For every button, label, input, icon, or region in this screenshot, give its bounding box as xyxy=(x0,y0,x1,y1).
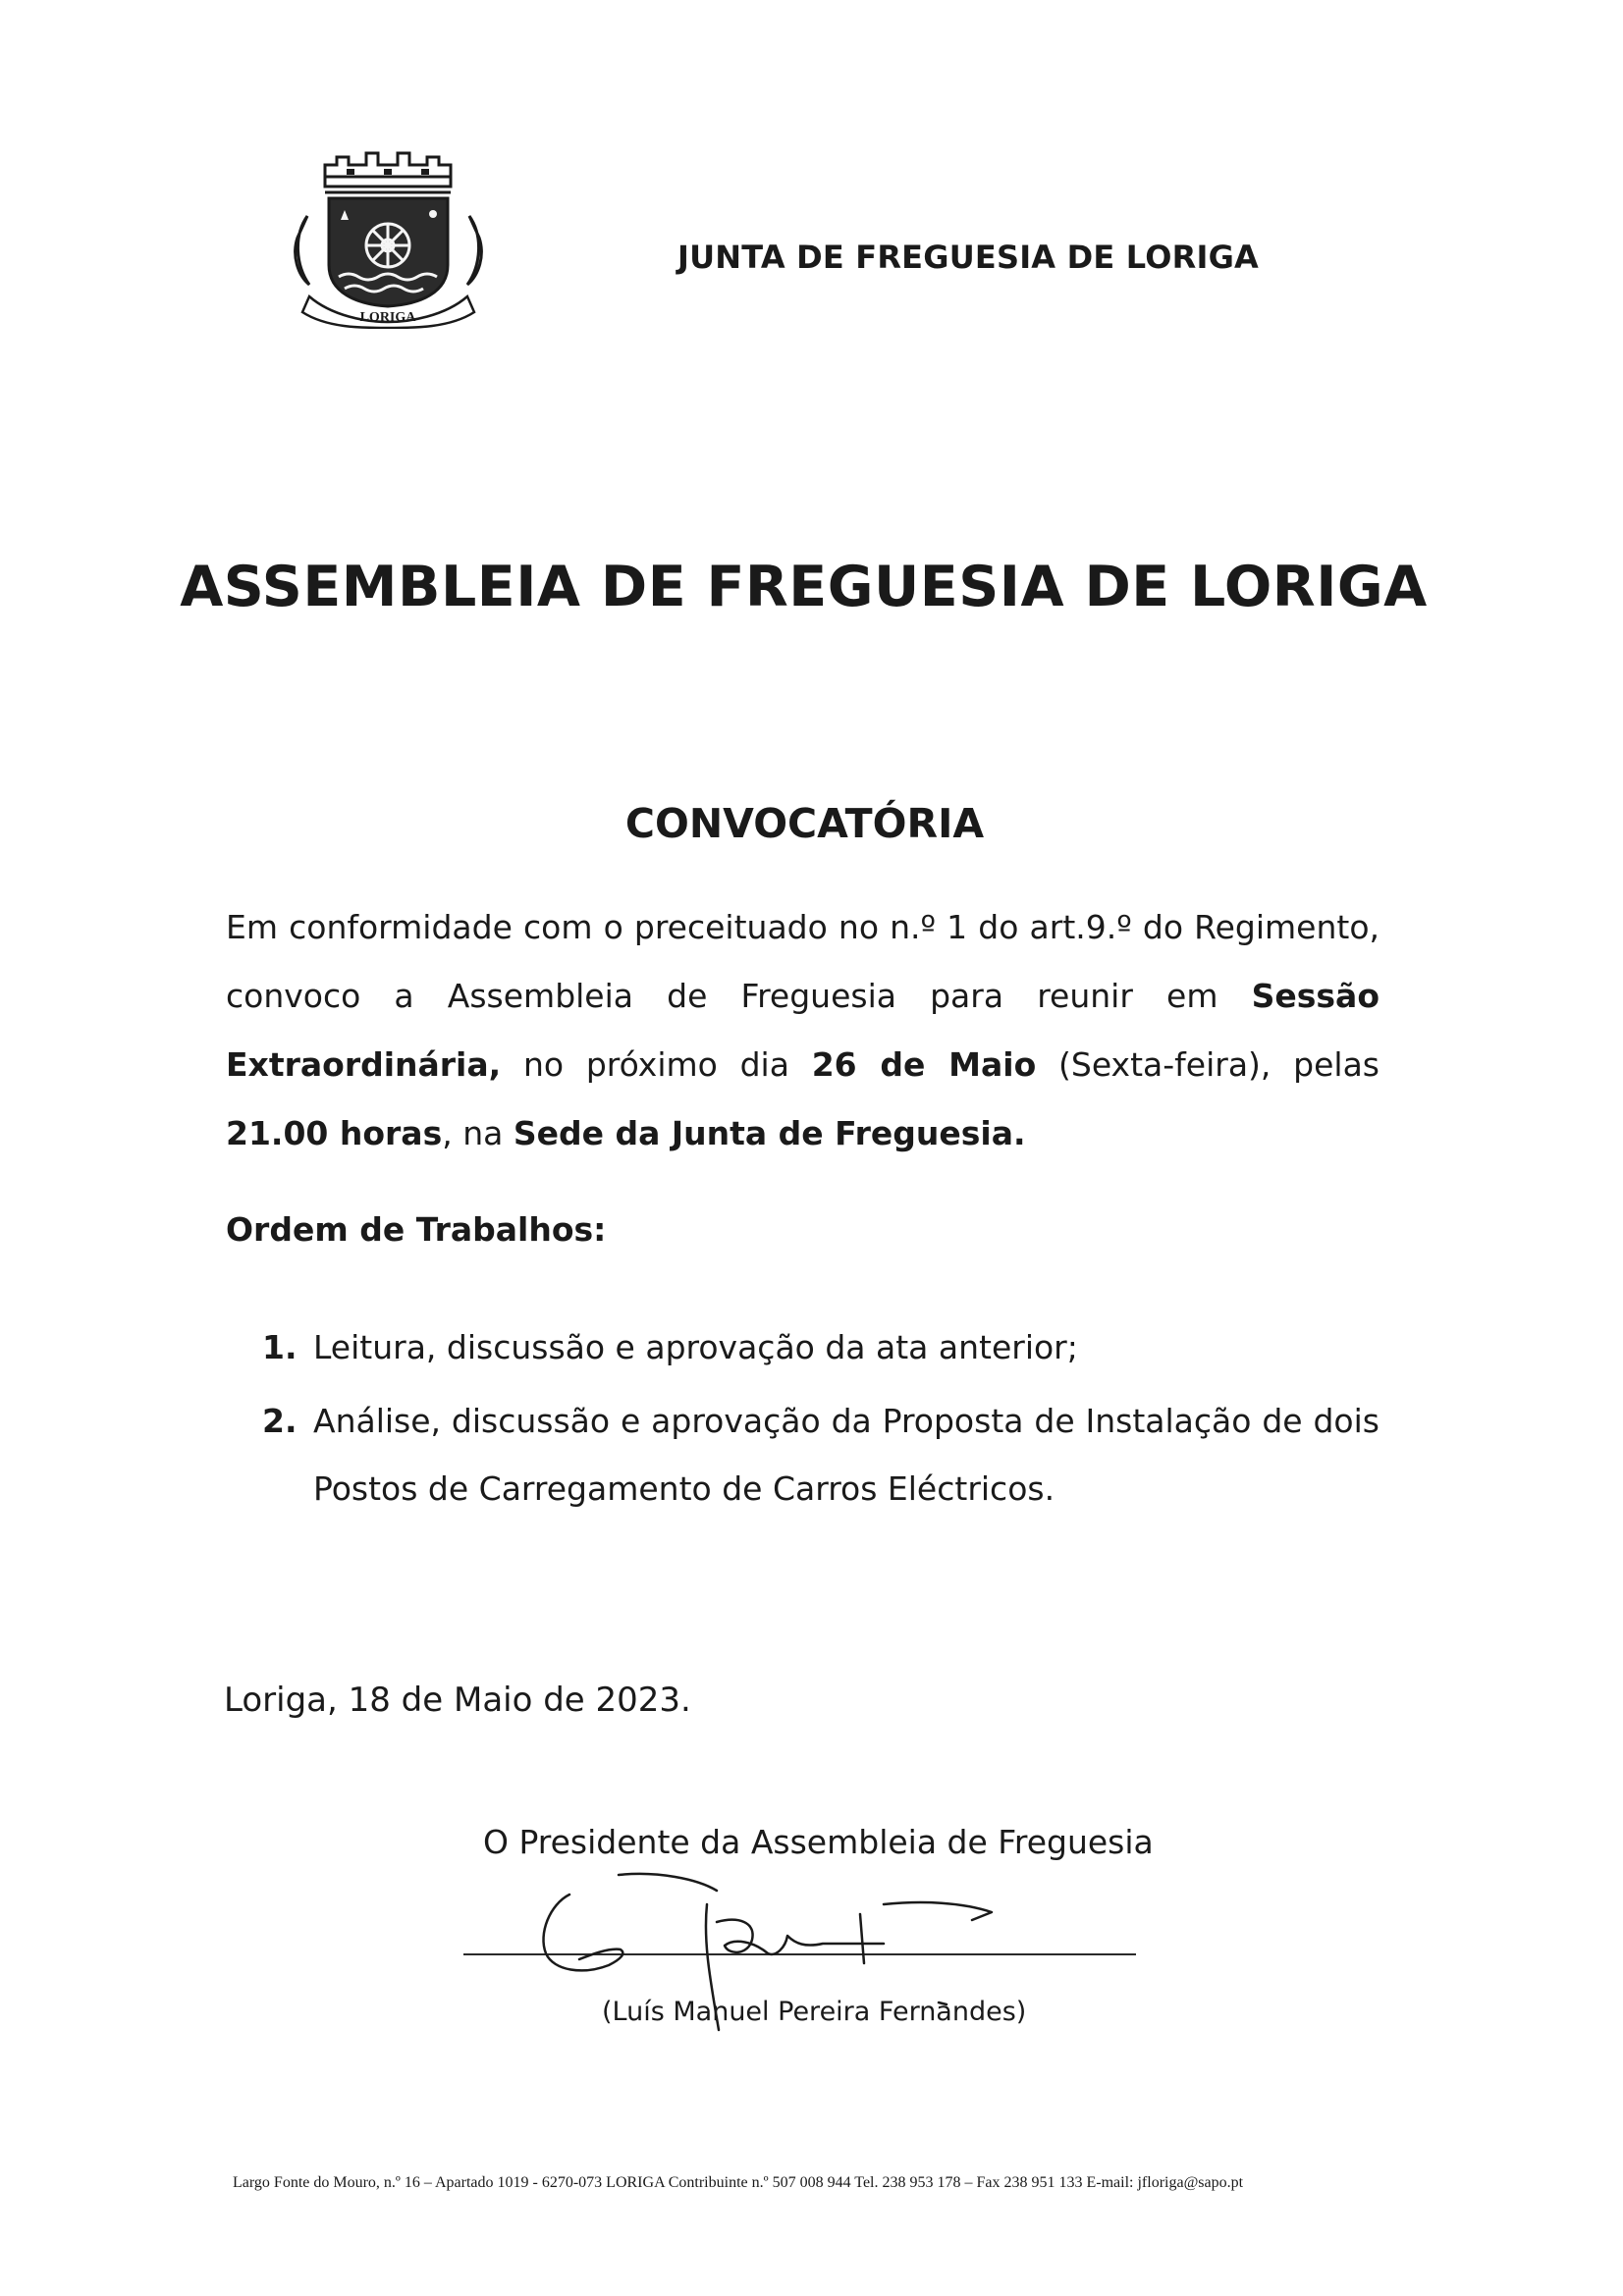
signer-name: (Luís Manuel Pereira Fernandes) xyxy=(602,1997,1027,2027)
agenda-item xyxy=(257,1387,1380,1522)
meeting-location: Sede da Junta de Freguesia. xyxy=(513,1114,1026,1152)
agenda-item-text: Leitura, discussão e aprovação da ata anterior; xyxy=(313,1328,1078,1366)
document-title: ASSEMBLEIA DE FREGUESIA DE LORIGA xyxy=(180,555,1428,619)
meeting-date: 26 de Maio xyxy=(811,1045,1037,1084)
agenda-item-number: 1. xyxy=(262,1328,298,1366)
agenda-item-text: Análise, discussão e aprovação da Proposta de Instalação de dois Postos de Carregamento de Carros Eléctricos. xyxy=(313,1402,1380,1508)
place-and-date: Loriga, 18 de Maio de 2023. xyxy=(224,1681,691,1720)
signer-role: O Presidente da Assembleia de Freguesia xyxy=(483,1823,1154,1861)
session-type: Sessão Extraordinária, xyxy=(226,977,1380,1084)
agenda-heading: Ordem de Trabalhos: xyxy=(226,1210,607,1249)
coat-of-arms-logo xyxy=(288,147,489,329)
footer-contact: Largo Fonte do Mouro, n.º 16 – Apartado 1019 - 6270-073 LORIGA Contribuinte n.º 507 008 944 Tel. 238 953 178 – Fax 238 951 133 E-mail: jfloriga@sapo.pt xyxy=(233,2174,1244,2191)
meeting-time: 21.00 horas xyxy=(226,1114,443,1152)
agenda-item xyxy=(257,1313,1380,1381)
agenda-list xyxy=(257,1313,1380,1528)
agenda-item-number: 2. xyxy=(262,1402,298,1440)
document-subtitle: CONVOCATÓRIA xyxy=(624,800,985,847)
crest-banner-text: LORIGA xyxy=(359,310,416,325)
intro-paragraph: Em conformidade com o preceituado no n.º 1 do art.9.º do Regimento, convoco a Assembleia de Freguesia para reunir em Sessão Extraordinária, no próximo dia 26 de Maio (Sexta-feira), pelas 21.00 horas, na Sede da Junta de Freguesia. xyxy=(226,908,1380,1152)
organization-name: JUNTA DE FREGUESIA DE LORIGA xyxy=(677,239,1260,276)
